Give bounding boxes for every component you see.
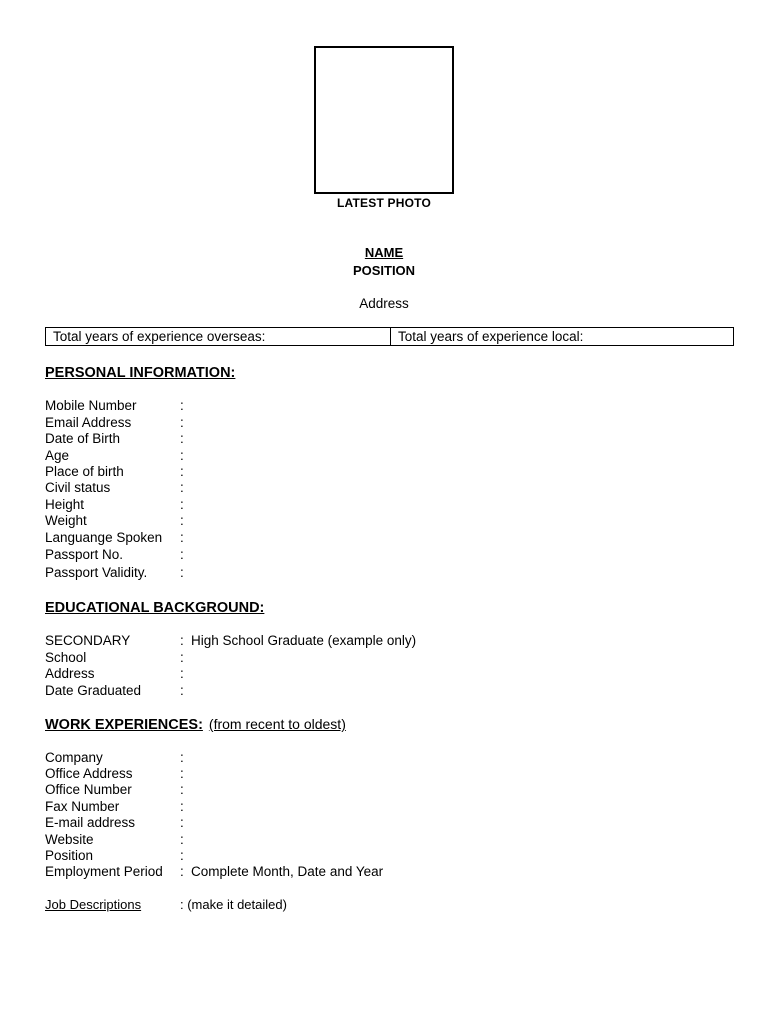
- field-label: Age: [45, 448, 70, 463]
- field-label: E-mail address: [45, 815, 136, 830]
- field-label: Height: [45, 497, 85, 512]
- field-label: Place of birth: [45, 464, 124, 479]
- field-label: Weight: [45, 513, 87, 528]
- job-descriptions-label: Job Descriptions: [45, 897, 142, 912]
- field-label: Address: [45, 666, 95, 681]
- field-separator: :: [180, 766, 184, 781]
- field-separator: :: [180, 650, 184, 665]
- educational-background-heading: EDUCATIONAL BACKGROUND:: [45, 600, 265, 616]
- field-label: Passport No.: [45, 547, 124, 562]
- work-experiences-title: WORK EXPERIENCES:: [45, 717, 203, 733]
- photo-placeholder: [314, 46, 454, 194]
- field-label: Email Address: [45, 415, 132, 430]
- photo-label: LATEST PHOTO: [337, 196, 431, 210]
- field-separator: :: [180, 530, 184, 545]
- field-value: High School Graduate (example only): [191, 633, 417, 648]
- field-separator: :: [180, 815, 184, 830]
- field-label: SECONDARY: [45, 633, 131, 648]
- field-separator: :: [180, 448, 184, 463]
- field-separator: :: [180, 398, 184, 413]
- applicant-position: POSITION: [352, 263, 416, 278]
- field-separator: :: [180, 547, 184, 562]
- field-separator: :: [180, 513, 184, 528]
- field-label: Civil status: [45, 480, 111, 495]
- field-label: Office Address: [45, 766, 133, 781]
- job-descriptions-value: : (make it detailed): [180, 897, 287, 912]
- field-label: Website: [45, 832, 94, 847]
- field-separator: :: [180, 832, 184, 847]
- field-label: Mobile Number: [45, 398, 137, 413]
- field-label: Date Graduated: [45, 683, 142, 698]
- applicant-name: NAME: [364, 245, 404, 260]
- field-label: Date of Birth: [45, 431, 121, 446]
- field-separator: :: [180, 415, 184, 430]
- field-label: Fax Number: [45, 799, 120, 814]
- field-separator: :: [180, 633, 184, 648]
- field-separator: :: [180, 848, 184, 863]
- field-separator: :: [180, 464, 184, 479]
- applicant-address: Address: [359, 296, 409, 311]
- field-separator: :: [180, 683, 184, 698]
- experience-overseas-cell: Total years of experience overseas:: [46, 328, 391, 345]
- field-label: Employment Period: [45, 864, 163, 879]
- field-label: Languange Spoken: [45, 530, 163, 545]
- field-separator: :: [180, 431, 184, 446]
- personal-information-heading: PERSONAL INFORMATION:: [45, 365, 236, 381]
- field-label: Office Number: [45, 782, 132, 797]
- field-separator: :: [180, 750, 184, 765]
- experience-table: [45, 327, 734, 346]
- field-label: Position: [45, 848, 94, 863]
- field-separator: :: [180, 799, 184, 814]
- experience-local-cell: Total years of experience local:: [398, 329, 584, 344]
- field-separator: :: [180, 480, 184, 495]
- work-experiences-note: (from recent to oldest): [208, 716, 346, 732]
- field-label: Company: [45, 750, 103, 765]
- field-separator: :: [180, 666, 184, 681]
- field-label: School: [45, 650, 87, 665]
- field-value: Complete Month, Date and Year: [191, 864, 384, 879]
- work-experiences-heading: [45, 716, 346, 733]
- field-separator: :: [180, 864, 184, 879]
- field-separator: :: [180, 565, 184, 580]
- field-separator: :: [180, 497, 184, 512]
- field-label: Passport Validity.: [45, 565, 148, 580]
- field-separator: :: [180, 782, 184, 797]
